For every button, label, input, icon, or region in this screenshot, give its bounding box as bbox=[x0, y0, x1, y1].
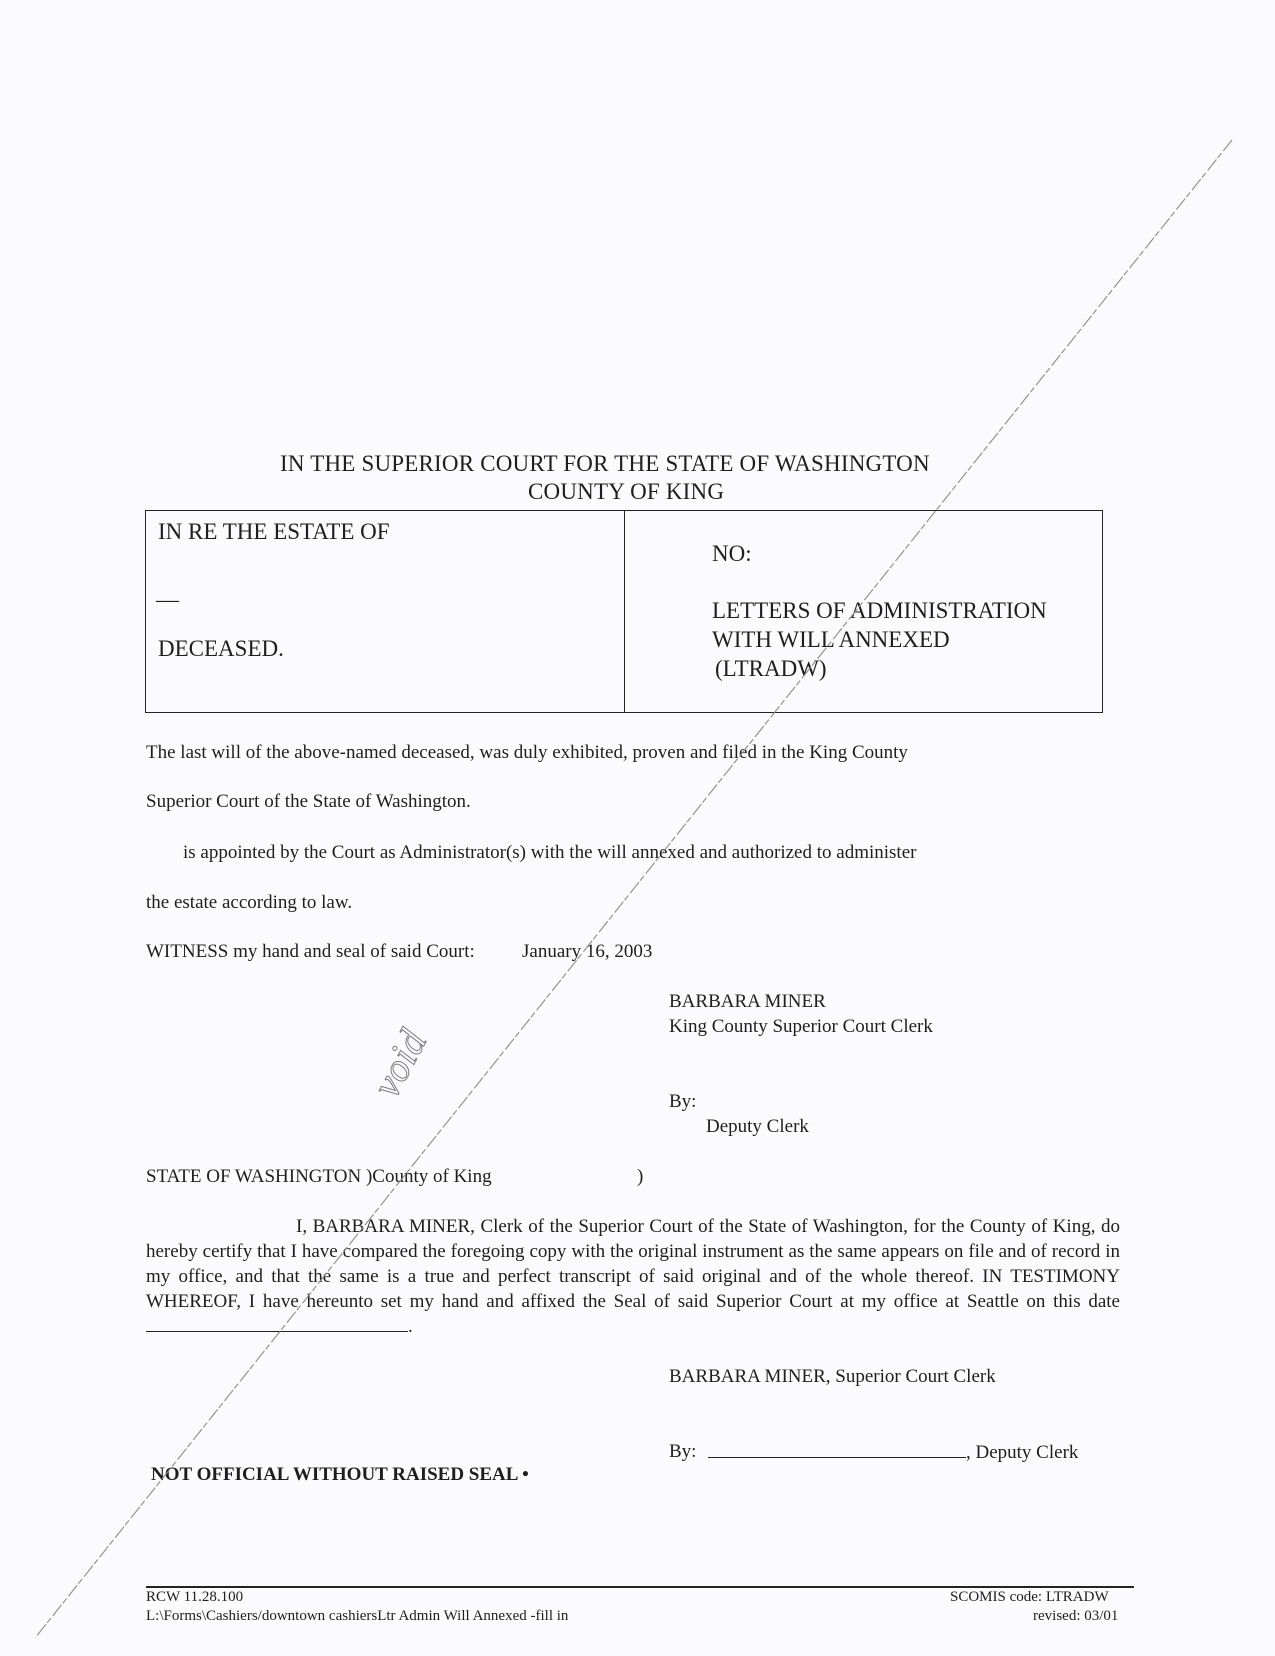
by-label-2: By: bbox=[669, 1441, 697, 1462]
court-heading-line1: IN THE SUPERIOR COURT FOR THE STATE OF WASHINGTON bbox=[280, 451, 930, 476]
document-title-line2: WITH WILL ANNEXED bbox=[712, 627, 950, 652]
body-line-3: is appointed by the Court as Administrator(s) with the will annexed and authorized to administer bbox=[183, 842, 917, 863]
body-line-4: the estate according to law. bbox=[146, 892, 353, 913]
state-county-paren: ) bbox=[637, 1166, 644, 1187]
clerk-signature-line: BARBARA MINER, Superior Court Clerk bbox=[669, 1366, 996, 1387]
state-county-line: STATE OF WASHINGTON )County of King bbox=[146, 1166, 492, 1187]
certification-period: . bbox=[408, 1316, 413, 1337]
rcw-reference: RCW 11.28.100 bbox=[146, 1589, 244, 1605]
scomis-code: SCOMIS code: LTRADW bbox=[950, 1589, 1109, 1605]
case-number-label: NO: bbox=[712, 541, 752, 566]
raised-seal-notice: NOT OFFICIAL WITHOUT RAISED SEAL • bbox=[151, 1464, 529, 1485]
witness-label: WITNESS my hand and seal of said Court: bbox=[146, 941, 475, 962]
decedent-name-blank: — bbox=[156, 587, 179, 612]
witness-date: January 16, 2003 bbox=[522, 941, 653, 962]
deputy-clerk-suffix: , Deputy Clerk bbox=[966, 1442, 1079, 1463]
deputy-clerk-label: Deputy Clerk bbox=[706, 1116, 809, 1137]
void-handwriting: void bbox=[363, 1022, 436, 1105]
certification-text: I, BARBARA MINER, Clerk of the Superior Court of the State of Washington, for the County of King, do hereby certify that I have compared the foregoing copy with the original instrument as the same appears on file and of record in my office, and that the same is a true and perfect transcript of said original and of the whole thereof. IN TESTIMONY WHEREOF, I have hereunto set my hand and affixed the Seal of said Superior Court at my office at Seattle on this date bbox=[146, 1216, 1120, 1312]
void-diagonal-line bbox=[35, 140, 1232, 1638]
document-title-line3: (LTRADW) bbox=[715, 656, 827, 681]
deceased-label: DECEASED. bbox=[158, 636, 284, 661]
revised-date: revised: 03/01 bbox=[1033, 1608, 1119, 1624]
form-file-path: L:\Forms\Cashiers/downtown cashiersLtr Admin Will Annexed -fill in bbox=[146, 1608, 569, 1624]
body-line-1: The last will of the above-named deceased, was duly exhibited, proven and filed in the King County bbox=[146, 742, 908, 763]
court-heading-line2: COUNTY OF KING bbox=[528, 479, 725, 504]
by-label: By: bbox=[669, 1091, 697, 1112]
document-title-line1: LETTERS OF ADMINISTRATION bbox=[712, 598, 1047, 623]
body-line-2: Superior Court of the State of Washington. bbox=[146, 791, 471, 812]
clerk-name: BARBARA MINER bbox=[669, 991, 826, 1012]
in-re-estate-label: IN RE THE ESTATE OF bbox=[158, 519, 390, 544]
clerk-title: King County Superior Court Clerk bbox=[669, 1016, 933, 1037]
